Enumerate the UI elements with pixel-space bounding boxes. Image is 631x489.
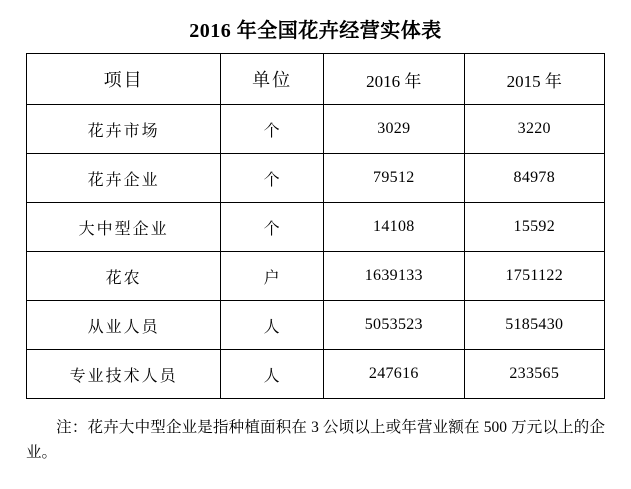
row-item-label: 从业人员 bbox=[27, 301, 221, 350]
column-header-unit: 单位 bbox=[221, 54, 324, 105]
row-2016-value: 3029 bbox=[324, 105, 464, 154]
row-2015-value: 84978 bbox=[464, 154, 604, 203]
table-row bbox=[27, 105, 605, 154]
row-2015-value: 233565 bbox=[464, 350, 604, 399]
row-unit-value: 户 bbox=[221, 252, 324, 301]
row-2016-value: 79512 bbox=[324, 154, 464, 203]
row-item-label: 花卉企业 bbox=[27, 154, 221, 203]
row-unit-value: 人 bbox=[221, 301, 324, 350]
row-unit-value: 人 bbox=[221, 350, 324, 399]
row-item-label: 花农 bbox=[27, 252, 221, 301]
row-unit-value: 个 bbox=[221, 154, 324, 203]
row-2015-value: 3220 bbox=[464, 105, 604, 154]
row-2016-value: 14108 bbox=[324, 203, 464, 252]
row-2016-value: 247616 bbox=[324, 350, 464, 399]
row-2015-value: 1751122 bbox=[464, 252, 604, 301]
table-row bbox=[27, 252, 605, 301]
row-item-label: 大中型企业 bbox=[27, 203, 221, 252]
table-body bbox=[27, 105, 605, 399]
table-container bbox=[0, 53, 631, 399]
row-item-label: 专业技术人员 bbox=[27, 350, 221, 399]
row-2015-value: 5185430 bbox=[464, 301, 604, 350]
table-row bbox=[27, 350, 605, 399]
page-title: 2016 年全国花卉经营实体表 bbox=[189, 20, 442, 42]
footnote-text: 注：花卉大中型企业是指种植面积在 3 公顷以上或年营业额在 500 万元以上的企业。 bbox=[26, 419, 605, 462]
column-header-2016: 2016 年 bbox=[324, 54, 464, 105]
table-row bbox=[27, 154, 605, 203]
table-row bbox=[27, 203, 605, 252]
flower-business-table bbox=[26, 53, 605, 399]
row-item-label: 花卉市场 bbox=[27, 105, 221, 154]
row-2015-value: 15592 bbox=[464, 203, 604, 252]
table-row bbox=[27, 301, 605, 350]
row-2016-value: 5053523 bbox=[324, 301, 464, 350]
table-header-row bbox=[27, 54, 605, 105]
table-header bbox=[27, 54, 605, 105]
column-header-item: 项目 bbox=[27, 54, 221, 105]
table-footnote bbox=[0, 399, 631, 465]
column-header-2015: 2015 年 bbox=[464, 54, 604, 105]
row-unit-value: 个 bbox=[221, 105, 324, 154]
row-unit-value: 个 bbox=[221, 203, 324, 252]
row-2016-value: 1639133 bbox=[324, 252, 464, 301]
